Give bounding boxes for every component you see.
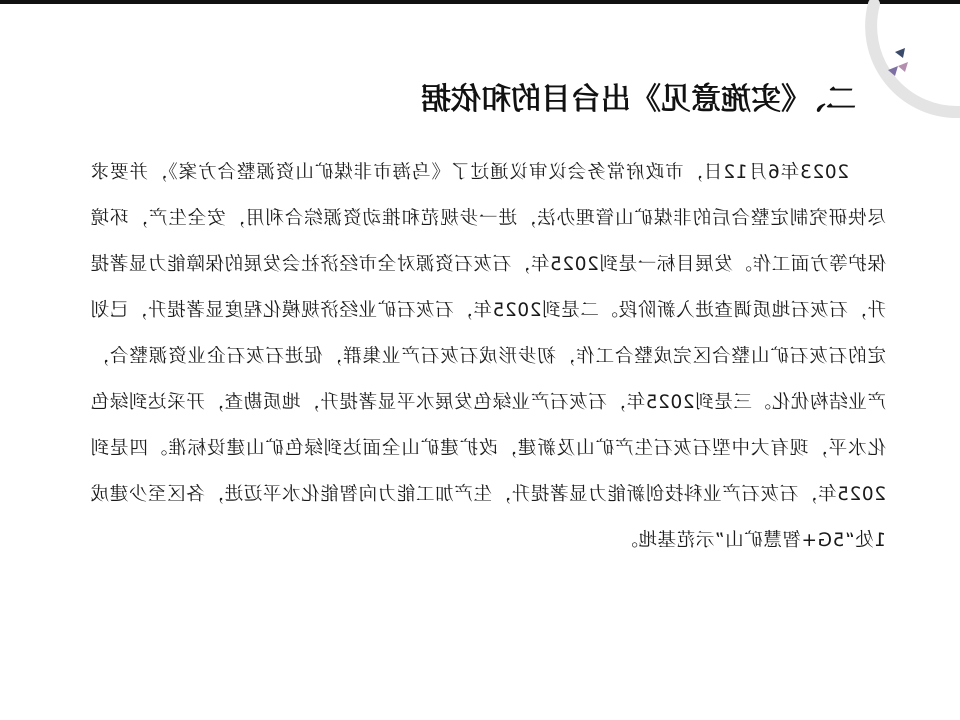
corner-arc-decoration: [860, 0, 960, 130]
body-paragraph: 2023年6月12日，市政府常务会议审议通过了《乌海市非煤矿山资源整合方案》，并要求尽快研究制定整合后的非煤矿山管理办法，进一步规范和推动资源综合利用，安全生产，环境保护等方面工作。发展目标一是到2025年，石灰石资源对全市经济社会发展的保障能力显著提升，石灰石地质调查进入新阶段。二是到2025年，石灰石矿业经济规模化程度显著提升，已划定的石灰石矿山整合区完成整合工作，初步形成石灰石产业集群，促进石灰石企业资源整合，产业结构优化。三是到2025年，石灰石产业绿色发展水平显著提升，地质勘查，开采达到绿色化水平，现有大中型石灰石生产矿山及新建，改扩建矿山全面达到绿色矿山建设标准。四是到2025年，石灰石产业科技创新能力显著提升，生产加工能力向智能化水平迈进，各区至少建成1处“5G+智慧矿山”示范基地。: [90, 162, 886, 551]
section-title: 二、《实施意见》出台目的和依据: [421, 82, 856, 117]
triangle-arrow-icon: [895, 48, 905, 58]
triangle-arrow-icon: [898, 62, 908, 72]
